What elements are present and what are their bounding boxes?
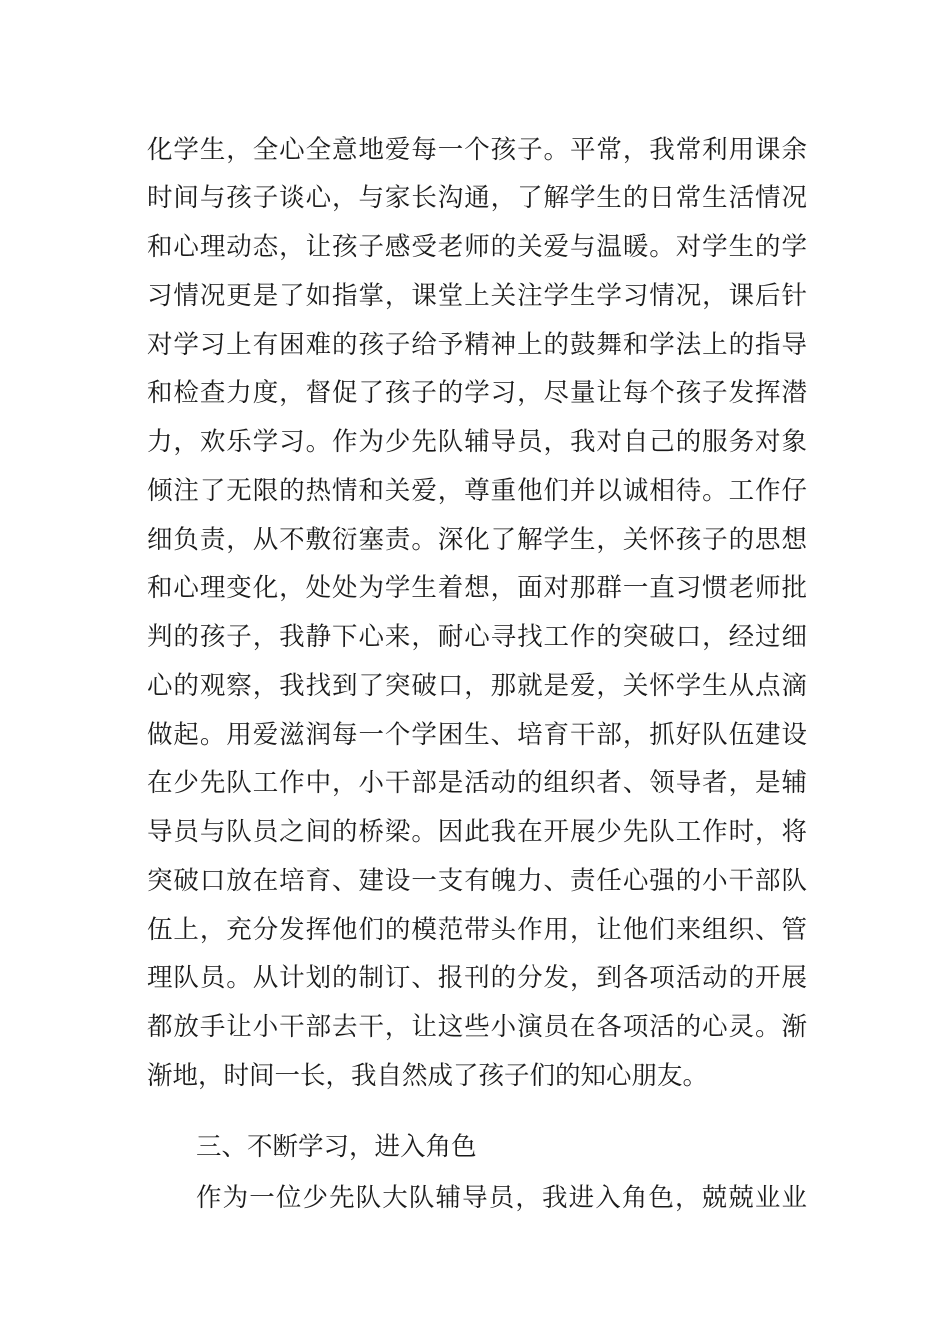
text-line: 都放手让小干部去干，让这些小演员在各项活的心灵。渐: [147, 1012, 807, 1042]
text-line: 对学习上有困难的孩子给予精神上的鼓舞和学法上的指导: [147, 330, 807, 360]
text-line: 倾注了无限的热情和关爱，尊重他们并以诚相待。工作仔: [147, 476, 807, 506]
text-line: 理队员。从计划的制订、报刊的分发，到各项活动的开展: [147, 963, 807, 993]
text-line: 心的观察，我找到了突破口，那就是爱，关怀学生从点滴: [147, 671, 807, 701]
section-heading: 三、不断学习，进入角色: [196, 1132, 477, 1162]
text-line: 在少先队工作中，小干部是活动的组织者、领导者，是辅: [147, 768, 807, 798]
text-line: 和检查力度，督促了孩子的学习，尽量让每个孩子发挥潜: [147, 378, 807, 408]
text-line: 导员与队员之间的桥梁。因此我在开展少先队工作时，将: [147, 817, 807, 847]
text-line: 作为一位少先队大队辅导员，我进入角色，兢兢业业: [196, 1183, 807, 1213]
text-line: 习情况更是了如指掌，课堂上关注学生学习情况，课后针: [147, 281, 807, 311]
text-line: 和心理变化，处处为学生着想，面对那群一直习惯老师批: [147, 573, 807, 603]
text-line: 力，欢乐学习。作为少先队辅导员，我对自己的服务对象: [147, 427, 807, 457]
text-line: 渐地，时间一长，我自然成了孩子们的知心朋友。: [147, 1061, 709, 1091]
text-line: 做起。用爱滋润每一个学困生、培育干部，抓好队伍建设: [147, 720, 807, 750]
text-line: 时间与孩子谈心，与家长沟通，了解学生的日常生活情况: [147, 183, 807, 213]
text-line: 伍上，充分发挥他们的模范带头作用，让他们来组织、管: [147, 915, 807, 945]
text-line: 化学生，全心全意地爱每一个孩子。平常，我常利用课余: [147, 135, 807, 165]
text-line: 和心理动态，让孩子感受老师的关爱与温暖。对学生的学: [147, 232, 807, 262]
text-line: 细负责，从不敷衍塞责。深化了解学生，关怀孩子的思想: [147, 525, 807, 555]
text-line: 突破口放在培育、建设一支有魄力、责任心强的小干部队: [147, 866, 807, 896]
text-line: 判的孩子，我静下心来，耐心寻找工作的突破口，经过细: [147, 622, 807, 652]
